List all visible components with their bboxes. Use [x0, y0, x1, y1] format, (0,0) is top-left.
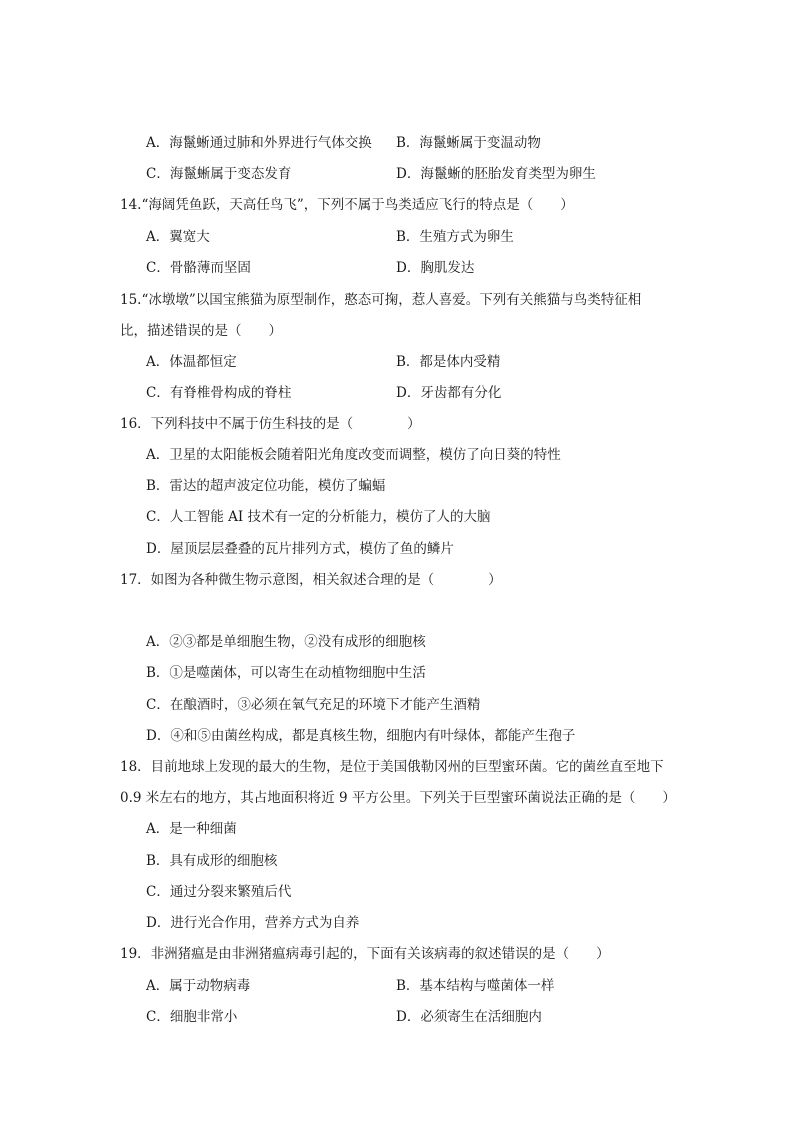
q17-option-d: D．④和⑤由菌丝构成，都是真核生物，细胞内有叶绿体，都能产生孢子	[146, 728, 576, 744]
q17-option-c: C．在酿酒时，③必须在氧气充足的环境下才能产生酒精	[146, 697, 481, 713]
q13-option-b: B．海鬣蜥属于变温动物	[396, 135, 541, 151]
q17-stem: 17．如图为各种微生物示意图，相关叙述合理的是（ ）	[120, 572, 502, 588]
q18-stem-line2: 0.9 米左右的地方，其占地面积将近 9 平方公里。下列关于巨型蜜环菌说法正确的是（ ）	[120, 790, 676, 806]
q18-option-d: D．进行光合作用，营养方式为自养	[146, 915, 360, 931]
q18-option-c: C．通过分裂来繁殖后代	[146, 884, 292, 900]
q19-option-c: C．细胞非常小	[146, 1009, 238, 1025]
q15-option-d: D．牙齿都有分化	[396, 385, 502, 401]
q15-option-b: B．都是体内受精	[396, 354, 501, 370]
q13-option-c: C．海鬣蜥属于变态发育	[146, 166, 292, 182]
q19-option-a: A．属于动物病毒	[146, 978, 251, 994]
q14-stem: 14.“海阔凭鱼跃，天高任鸟飞”，下列不属于鸟类适应飞行的特点是（ ）	[120, 197, 574, 213]
q16-option-c: C．人工智能 AI 技术有一定的分析能力，模仿了人的大脑	[146, 509, 491, 525]
q15-stem-line1: 15.“冰墩墩”以国宝熊猫为原型制作，憨态可掬，惹人喜爱。下列有关熊猫与鸟类特征相	[120, 292, 642, 308]
q18-option-a: A．是一种细菌	[146, 821, 237, 837]
q16-option-d: D．屋顶层层叠叠的瓦片排列方式，模仿了鱼的鳞片	[146, 541, 454, 557]
q13-option-a: A．海鬣蜥通过肺和外界进行气体交换	[146, 135, 372, 151]
q16-stem: 16．下列科技中不属于仿生科技的是（ ）	[120, 416, 421, 432]
q15-option-c: C．有脊椎骨构成的脊柱	[146, 385, 292, 401]
q14-option-d: D．胸肌发达	[396, 260, 475, 276]
q19-option-b: B．基本结构与噬菌体一样	[396, 978, 555, 994]
q17-option-b: B．①是噬菌体，可以寄生在动植物细胞中生活	[146, 665, 426, 681]
q15-option-a: A．体温都恒定	[146, 354, 237, 370]
q18-option-b: B．具有成形的细胞核	[146, 853, 278, 869]
q15-stem-line2: 比，描述错误的是（ ）	[120, 323, 282, 339]
q14-option-c: C．骨骼薄而坚固	[146, 260, 251, 276]
q19-option-d: D．必须寄生在活细胞内	[396, 1009, 542, 1025]
q13-option-d: D．海鬣蜥的胚胎发育类型为卵生	[396, 166, 596, 182]
q16-option-a: A．卫星的太阳能板会随着阳光角度改变而调整，模仿了向日葵的特性	[146, 447, 561, 463]
q14-option-a: A．翼宽大	[146, 229, 210, 245]
q19-stem: 19．非洲猪瘟是由非洲猪瘟病毒引起的，下面有关该病毒的叙述错误的是（ ）	[120, 946, 610, 962]
q14-option-b: B．生殖方式为卵生	[396, 229, 514, 245]
q18-stem-line1: 18．目前地球上发现的最大的生物，是位于美国俄勒冈州的巨型蜜环菌。它的菌丝直至地下	[120, 759, 664, 775]
q16-option-b: B．雷达的超声波定位功能，模仿了蝙蝠	[146, 478, 386, 494]
q17-option-a: A．②③都是单细胞生物，②没有成形的细胞核	[146, 634, 426, 650]
